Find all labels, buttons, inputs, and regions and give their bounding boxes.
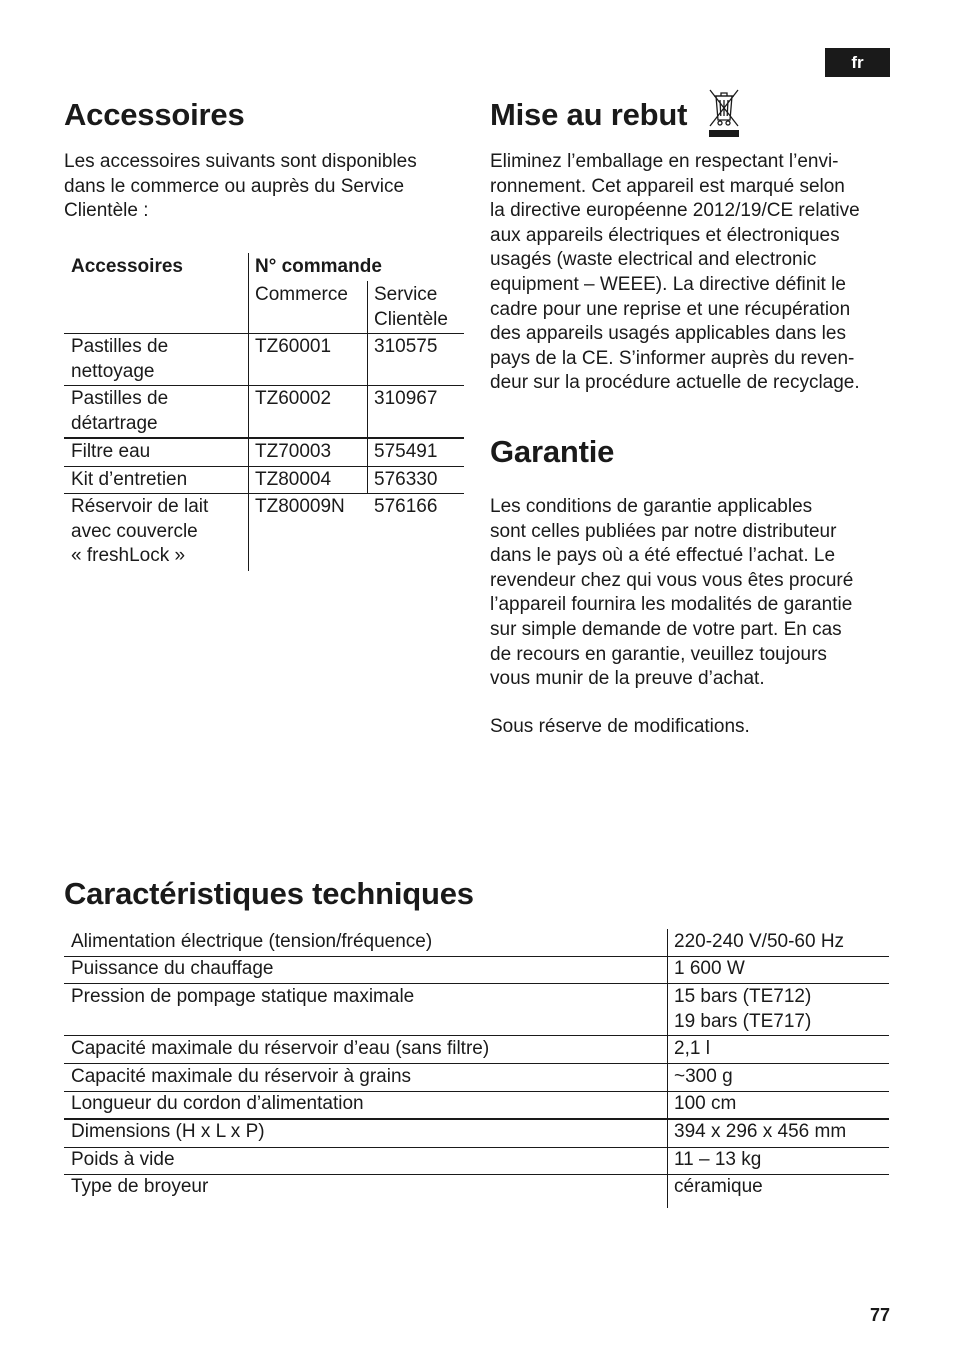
table-divider	[64, 437, 464, 439]
accessories-intro-line: Clientèle :	[64, 200, 149, 222]
accessories-table	[64, 253, 464, 571]
warranty-line: sur simple demande de votre part. En cas	[490, 618, 842, 640]
disposal-line: des appareils usagés applicables dans les	[490, 323, 846, 345]
item-line: détartrage	[71, 412, 158, 434]
warranty-line: l’appareil fournira les modalités de garantie	[490, 594, 853, 616]
disposal-line: ronnement. Cet appareil est marqué selon	[490, 175, 845, 197]
warranty-line: vous munir de la preuve d’achat.	[490, 668, 765, 690]
table-divider	[64, 493, 464, 494]
item-line: « freshLock »	[71, 545, 186, 567]
item-line: avec couvercle	[71, 520, 198, 542]
spec-value-line: 19 bars (TE717)	[674, 1010, 812, 1032]
service-code: 310967	[374, 388, 438, 409]
spec-value: 11 – 13 kg	[674, 1149, 762, 1170]
warranty-line: revendeur chez qui vous vous êtes procuré	[490, 569, 854, 591]
warranty-text	[490, 495, 853, 692]
item-line: nettoyage	[71, 360, 155, 382]
disposal-text	[490, 150, 860, 396]
disposal-line: usagés (waste electrical and electronic	[490, 249, 817, 271]
spec-value: 2,1 l	[674, 1038, 710, 1059]
accessories-intro-line: Les accessoires suivants sont disponibles	[64, 151, 417, 172]
table-row-item	[71, 495, 208, 569]
header-order-number: N° commande	[255, 256, 382, 277]
spec-value	[674, 985, 811, 1034]
warranty-line: Les conditions de garantie applicables	[490, 496, 813, 517]
spec-label: Pression de pompage statique maximale	[71, 986, 415, 1007]
disposal-line: aux appareils électriques et électroniques	[490, 224, 840, 246]
table-row-item: Filtre eau	[71, 441, 151, 462]
service-code: 575491	[374, 441, 438, 462]
spec-value: 100 cm	[674, 1093, 737, 1114]
warranty-line: de recours en garantie, veuillez toujours	[490, 643, 827, 665]
commerce-code: TZ80009N	[255, 496, 345, 517]
header-accessories: Accessoires	[71, 256, 183, 277]
spec-label: Poids à vide	[71, 1149, 175, 1170]
item-line: Pastilles de	[71, 336, 169, 357]
commerce-code: TZ60002	[255, 388, 332, 409]
page-number: 77	[869, 1305, 890, 1325]
warranty-line: sont celles publiées par notre distributeur	[490, 520, 837, 542]
spec-value-line: 15 bars (TE712)	[674, 986, 812, 1007]
item-line: Réservoir de lait	[71, 496, 209, 517]
header-service-line: Service	[374, 284, 438, 305]
header-service-line: Clientèle	[374, 308, 448, 330]
spec-label: Puissance du chauffage	[71, 958, 274, 979]
header-commerce: Commerce	[255, 284, 348, 305]
warranty-note: Sous réserve de modifications.	[490, 716, 750, 737]
spec-label: Capacité maximale du réservoir à grains	[71, 1066, 412, 1087]
service-code: 310575	[374, 336, 438, 357]
disposal-line: la directive européenne 2012/19/CE relative	[490, 200, 860, 222]
disposal-line: cadre pour une reprise et une récupération	[490, 298, 851, 320]
disposal-line: equipment – WEEE). La directive définit le	[490, 273, 846, 295]
table-divider	[367, 281, 368, 438]
disposal-line: deur sur la procédure actuelle de recyclage.	[490, 372, 860, 394]
accessories-intro-line: dans le commerce ou auprès du Service	[64, 175, 405, 197]
table-divider	[667, 929, 668, 1208]
spec-value: 220-240 V/50-60 Hz	[674, 931, 845, 952]
accessories-title: Accessoires	[64, 97, 245, 132]
crossed-out-wheelie-bin-icon	[706, 86, 742, 140]
disposal-title: Mise au rebut	[490, 97, 688, 132]
service-code: 576166	[374, 496, 438, 517]
spec-label: Capacité maximale du réservoir d’eau (sans filtre)	[71, 1038, 490, 1059]
table-row-item: Kit d’entretien	[71, 469, 188, 490]
specs-table	[64, 929, 889, 1208]
table-row-item	[71, 387, 168, 436]
table-row-item	[71, 335, 168, 384]
spec-label: Longueur du cordon d’alimentation	[71, 1093, 364, 1114]
table-divider	[64, 333, 464, 334]
commerce-code: TZ70003	[255, 441, 332, 462]
disposal-line: Eliminez l’emballage en respectant l’envi-	[490, 151, 839, 172]
spec-label: Alimentation électrique (tension/fréquence)	[71, 931, 433, 952]
spec-value: 1 600 W	[674, 958, 745, 979]
commerce-code: TZ60001	[255, 336, 332, 357]
commerce-code: TZ80004	[255, 469, 332, 490]
table-divider	[64, 385, 464, 386]
service-code: 576330	[374, 469, 438, 490]
spec-value: 394 x 296 x 456 mm	[674, 1121, 847, 1142]
specs-title: Caractéristiques techniques	[64, 876, 474, 911]
table-divider	[64, 1063, 889, 1064]
table-divider	[64, 983, 889, 984]
spec-value: céramique	[674, 1176, 763, 1197]
warranty-title: Garantie	[490, 434, 615, 469]
spec-label: Dimensions (H x L x P)	[71, 1121, 265, 1142]
table-divider	[248, 253, 249, 571]
item-line: Pastilles de	[71, 388, 169, 409]
disposal-line: pays de la CE. S’informer auprès du reven-	[490, 347, 855, 369]
table-divider	[64, 1147, 889, 1148]
spec-label: Type de broyeur	[71, 1176, 209, 1197]
accessories-intro	[64, 150, 417, 224]
header-service	[374, 283, 448, 332]
table-divider	[64, 1035, 889, 1036]
language-badge: fr	[825, 48, 890, 77]
table-divider	[64, 466, 464, 467]
spec-value: ~300 g	[674, 1066, 733, 1087]
warranty-line: dans le pays où a été effectué l’achat. Le	[490, 545, 836, 567]
